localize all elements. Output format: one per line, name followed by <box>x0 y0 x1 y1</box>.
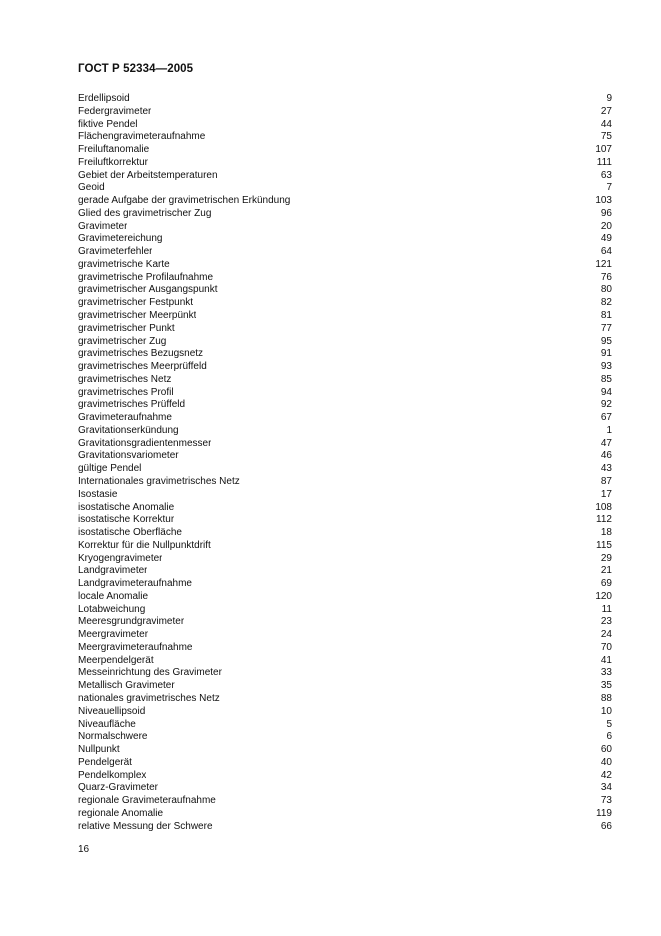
index-entry <box>78 208 612 221</box>
index-page-ref: 40 <box>600 756 612 768</box>
index-entry <box>78 144 612 157</box>
index-page-ref: 43 <box>600 463 612 475</box>
index-entry <box>78 693 612 706</box>
index-page-ref: 10 <box>600 705 612 717</box>
index-entry <box>78 361 612 374</box>
index-page-ref: 76 <box>600 271 612 283</box>
index-entry <box>78 757 612 770</box>
index-term: gültige Pendel <box>78 463 142 475</box>
index-term: Nullpunkt <box>78 744 120 756</box>
index-page-ref: 63 <box>600 169 612 181</box>
index-page-ref: 115 <box>596 539 612 551</box>
index-entry <box>78 450 612 463</box>
index-term: Flächengravimeteraufnahme <box>78 131 206 143</box>
index-term: Niveaufläche <box>78 718 136 730</box>
index-entry <box>78 744 612 757</box>
index-page-ref: 70 <box>600 641 612 653</box>
index-entry <box>78 246 612 259</box>
index-entry <box>78 604 612 617</box>
index-term: gravimetrischer Zug <box>78 335 167 347</box>
index-entry <box>78 233 612 246</box>
index-page-ref: 111 <box>596 156 612 168</box>
index-term: nationales gravimetrisches Netz <box>78 692 220 704</box>
index-term: gravimetrisches Bezugsnetz <box>78 348 204 360</box>
index-term: Gravimetereichung <box>78 233 163 245</box>
index-entry <box>78 93 612 106</box>
index-entry <box>78 463 612 476</box>
index-page-ref: 95 <box>600 335 612 347</box>
index-entry <box>78 642 612 655</box>
index-entry <box>78 489 612 502</box>
index-term: isostatische Korrektur <box>78 514 175 526</box>
index-entry <box>78 514 612 527</box>
index-entry <box>78 310 612 323</box>
index-page-ref: 18 <box>600 527 612 539</box>
index-term: Pendelkomplex <box>78 769 147 781</box>
index-entry <box>78 629 612 642</box>
index-term: relative Messung der Schwere <box>78 820 213 832</box>
index-term: gravimetrisches Prüffeld <box>78 399 186 411</box>
index-entry <box>78 591 612 604</box>
index-page-ref: 46 <box>600 450 612 462</box>
index-page-ref: 21 <box>600 565 612 577</box>
index-term: Korrektur für die Nullpunktdrift <box>78 539 211 551</box>
index-entry <box>78 374 612 387</box>
index-page-ref: 91 <box>600 348 612 360</box>
index-page-ref: 80 <box>600 284 612 296</box>
index-entry <box>78 195 612 208</box>
index-term: Metallisch Gravimeter <box>78 680 175 692</box>
index-page-ref: 112 <box>596 514 612 526</box>
index-page-ref: 5 <box>606 718 612 730</box>
page-number: 16 <box>78 844 90 855</box>
index-entry <box>78 399 612 412</box>
index-entry <box>78 119 612 132</box>
index-term: Gravimeterfehler <box>78 246 153 258</box>
index-page-ref: 85 <box>600 373 612 385</box>
index-page-ref: 82 <box>600 297 612 309</box>
index-page-ref: 34 <box>600 782 612 794</box>
index-page-ref: 44 <box>600 118 612 130</box>
index-entry <box>78 221 612 234</box>
index-page-ref: 6 <box>606 731 612 743</box>
index-page-ref: 92 <box>600 399 612 411</box>
index-term: Gravimeter <box>78 220 128 232</box>
index-page-ref: 64 <box>600 246 612 258</box>
index-entry <box>78 680 612 693</box>
index-entry <box>78 297 612 310</box>
index-page-ref: 20 <box>600 220 612 232</box>
index-page-ref: 29 <box>600 552 612 564</box>
index-entry <box>78 284 612 297</box>
index-page-ref: 87 <box>600 475 612 487</box>
index-term: Gravitationsgradientenmesser <box>78 437 212 449</box>
document-header <box>78 63 193 75</box>
index-term: fiktive Pendel <box>78 118 138 130</box>
index-term: gravimetrische Profilaufnahme <box>78 271 214 283</box>
index-entry <box>78 106 612 119</box>
index-entry <box>78 476 612 489</box>
index-page-ref: 73 <box>600 795 612 807</box>
index-page-ref: 47 <box>600 437 612 449</box>
index-page-ref: 33 <box>600 667 612 679</box>
index-term: gravimetrischer Punkt <box>78 322 175 334</box>
index-page-ref: 107 <box>595 144 612 156</box>
index-term: Gravitationsvariometer <box>78 450 179 462</box>
index-term: Niveauellipsoid <box>78 705 146 717</box>
index-entry <box>78 157 612 170</box>
index-term: gravimetrischer Festpunkt <box>78 297 194 309</box>
index-entry <box>78 272 612 285</box>
index-term: Kryogengravimeter <box>78 552 163 564</box>
index-term: gerade Aufgabe der gravimetrischen Erkündung <box>78 195 291 207</box>
index-term: Federgravimeter <box>78 105 152 117</box>
index-term: Erdellipsoid <box>78 93 130 104</box>
index-page-ref: 9 <box>606 93 612 104</box>
index-entry <box>78 706 612 719</box>
index-page-ref: 42 <box>600 769 612 781</box>
index-entry <box>78 259 612 272</box>
index-page-ref: 69 <box>600 578 612 590</box>
index-page-ref: 93 <box>600 361 612 373</box>
index-term: Internationales gravimetrisches Netz <box>78 475 240 487</box>
index-page-ref: 60 <box>600 744 612 756</box>
index-entry <box>78 527 612 540</box>
index-entry <box>78 553 612 566</box>
index-term: Lotabweichung <box>78 603 146 615</box>
index-term: Gravitationserkündung <box>78 424 179 436</box>
index-page-ref: 120 <box>595 590 612 602</box>
index-page-ref: 24 <box>600 629 612 641</box>
index-term: Meergravimeteraufnahme <box>78 641 193 653</box>
index-page-ref: 11 <box>601 603 612 615</box>
index-entry <box>78 502 612 515</box>
index-term: gravimetrisches Meerprüffeld <box>78 361 207 373</box>
index-page-ref: 75 <box>600 131 612 143</box>
index-page-ref: 103 <box>595 195 612 207</box>
index-page-ref: 49 <box>600 233 612 245</box>
index-term: Freiluftkorrektur <box>78 156 149 168</box>
index-page-ref: 67 <box>600 412 612 424</box>
index-term: Normalschwere <box>78 731 148 743</box>
index-entry <box>78 655 612 668</box>
index-term: Meeresgrundgravimeter <box>78 616 185 628</box>
page-footer <box>78 844 89 855</box>
index-entry <box>78 719 612 732</box>
index-page-ref: 35 <box>600 680 612 692</box>
index-entry <box>78 336 612 349</box>
index-term: Messeinrichtung des Gravimeter <box>78 667 222 679</box>
index-entry <box>78 412 612 425</box>
index-page-ref: 66 <box>600 820 612 832</box>
index-term: gravimetrischer Meerpünkt <box>78 310 197 322</box>
index-entry <box>78 565 612 578</box>
index-entry <box>78 667 612 680</box>
index-term: Pendelgerät <box>78 756 132 768</box>
index-entry <box>78 131 612 144</box>
index-page-ref: 119 <box>596 807 612 819</box>
index-page-ref: 41 <box>600 654 612 666</box>
index-entry <box>78 808 612 821</box>
index-term: isostatische Anomalie <box>78 501 175 513</box>
index-entry <box>78 795 612 808</box>
index-term: regionale Anomalie <box>78 807 164 819</box>
index-page-ref: 77 <box>600 322 612 334</box>
index-page-ref: 121 <box>595 258 612 270</box>
index-entry <box>78 731 612 744</box>
index-term: locale Anomalie <box>78 590 149 602</box>
index-entry <box>78 540 612 553</box>
index-entry <box>78 387 612 400</box>
index-entry <box>78 782 612 795</box>
index-entry <box>78 821 612 834</box>
index-term: Meerpendelgerät <box>78 654 154 666</box>
index-page-ref: 23 <box>600 616 612 628</box>
index-page-ref: 94 <box>600 386 612 398</box>
index-term: Quarz-Gravimeter <box>78 782 159 794</box>
index-entry <box>78 616 612 629</box>
index-term: isostatische Oberfläche <box>78 527 182 539</box>
index-term: Isostasie <box>78 488 118 500</box>
index-term: gravimetrisches Netz <box>78 373 172 385</box>
index-page-ref: 7 <box>606 182 612 194</box>
index-entry <box>78 770 612 783</box>
index-entry <box>78 182 612 195</box>
index-term: Freiluftanomalie <box>78 144 150 156</box>
index-entry <box>78 425 612 438</box>
index-term: gravimetrische Karte <box>78 258 170 270</box>
index-page-ref: 81 <box>600 310 612 322</box>
index-page-ref: 1 <box>606 424 612 436</box>
index-entry <box>78 323 612 336</box>
index-term: Landgravimeteraufnahme <box>78 578 192 590</box>
index-term: regionale Gravimeteraufnahme <box>78 795 216 807</box>
index-term: Meergravimeter <box>78 629 149 641</box>
index-term: Gebiet der Arbeitstemperaturen <box>78 169 218 181</box>
index-page-ref: 96 <box>600 207 612 219</box>
index-term: Landgravimeter <box>78 565 148 577</box>
index-term: Gravimeteraufnahme <box>78 412 172 424</box>
index-page-ref: 27 <box>600 105 612 117</box>
index-page-ref: 88 <box>600 692 612 704</box>
index-page-ref: 108 <box>595 501 612 513</box>
index-page-ref: 17 <box>600 488 612 500</box>
index-entry <box>78 438 612 451</box>
index-entry <box>78 578 612 591</box>
index-entry <box>78 348 612 361</box>
index-term: gravimetrisches Profil <box>78 386 174 398</box>
index-term: Geoid <box>78 182 105 194</box>
index-entry <box>78 170 612 183</box>
index-term: gravimetrischer Ausgangspunkt <box>78 284 218 296</box>
standard-title: ГОСТ Р 52334—2005 <box>78 63 194 75</box>
alphabetical-index <box>78 93 612 833</box>
index-term: Glied des gravimetrischer Zug <box>78 207 212 219</box>
